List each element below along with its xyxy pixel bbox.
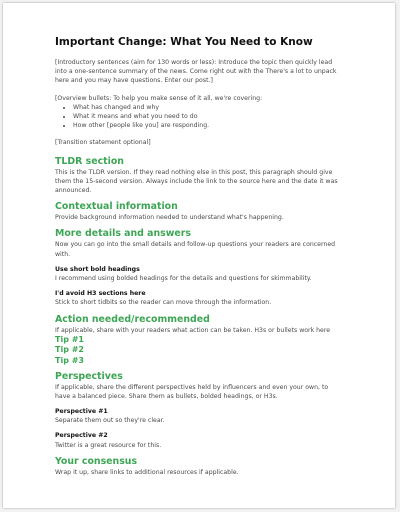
overview-bullet: • What it means and what you need to do <box>73 112 345 121</box>
overview-bullet-list <box>55 103 345 131</box>
details-subheading-avoid-h3: I'd avoid H3 sections here <box>55 290 146 298</box>
tip-item: Tip #2 <box>55 345 84 355</box>
action-heading: Action needed/recommended <box>55 313 210 325</box>
details-paragraph: Now you can go into the small details and follow-up questions your readers are concerned with. <box>55 241 336 258</box>
perspective-1-heading: Perspective #1 <box>55 408 108 416</box>
consensus-paragraph: Wrap it up, share links to additional resources if applicable. <box>55 468 239 476</box>
intro-paragraph: [Introductory sentences (aim for 130 words or less): Introduce the topic then quickly lead into a one-sentence summary of the news. Come right out with the There's a lot to unpack here and you may have questions. Enter our post.] <box>55 59 337 85</box>
transition-statement: [Transition statement optional] <box>55 139 151 147</box>
context-paragraph: Provide background information needed to understand what's happening. <box>55 214 284 222</box>
details-subparagraph: Stick to short tidbits so the reader can move through the information. <box>55 299 272 307</box>
perspective-2-paragraph: Twitter is a great resource for this. <box>55 441 162 449</box>
overview-bullet: • What has changed and why <box>73 103 345 112</box>
details-heading: More details and answers <box>55 228 191 240</box>
perspectives-heading: Perspectives <box>55 370 123 382</box>
consensus-heading: Your consensus <box>55 455 138 467</box>
details-subheading-bold-headings: Use short bold headings <box>55 265 140 273</box>
details-subparagraph: I recommend using bolded headings for the details and questions for skimmability. <box>55 275 312 283</box>
context-heading: Contextual information <box>55 201 178 213</box>
tip-item: Tip #3 <box>55 356 84 366</box>
tldr-heading: TLDR section <box>55 155 124 167</box>
document-title: Important Change: What You Need to Know <box>55 36 313 48</box>
perspective-1-paragraph: Separate them out so they're clear. <box>55 417 165 425</box>
overview-lead: [Overview bullets: To help you make sense of it all, we're covering: <box>55 94 263 102</box>
tip-item: Tip #1 <box>55 334 84 344</box>
overview-bullet: • How other [people like you] are responding. <box>73 121 345 130</box>
tip-list <box>55 335 345 367</box>
perspective-2-heading: Perspective #2 <box>55 432 108 440</box>
document-page <box>3 3 395 508</box>
perspectives-paragraph: If applicable, share the different perspectives held by influencers and even your own, to have a balanced piece. Share them as bullets, bolded headings, or H3s. <box>55 383 329 400</box>
tldr-paragraph: This is the TLDR version. If they read nothing else in this post, this paragraph should give them the 15-second version. Always include the link to the source here and the date it was announced. <box>55 168 338 195</box>
action-paragraph: If applicable, share with your readers what action can be taken. H3s or bullets work here <box>55 326 331 334</box>
